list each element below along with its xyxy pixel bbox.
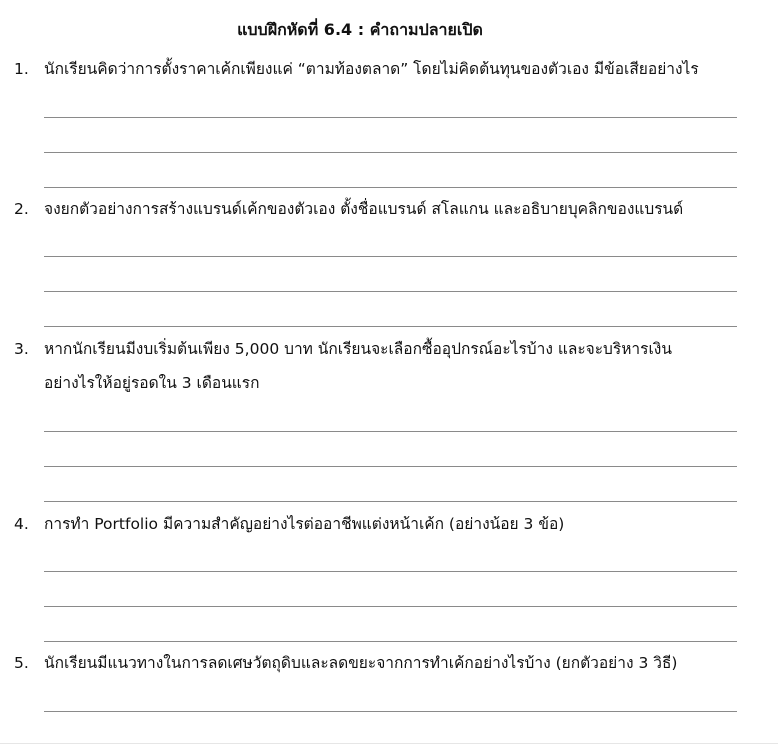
answer-line[interactable]: [44, 571, 737, 572]
answer-line[interactable]: [44, 117, 737, 118]
answer-line[interactable]: [44, 291, 737, 292]
question-text-line-1: หากนักเรียนมีงบเริ่มต้นเพียง 5,000 บาท นักเรียนจะเลือกซื้ออุปกรณ์อะไรบ้าง และจะบริหารเงิน: [44, 340, 672, 358]
question-number: 3.: [14, 340, 29, 358]
answer-line[interactable]: [44, 187, 737, 188]
answer-line[interactable]: [44, 641, 737, 642]
answer-line[interactable]: [44, 606, 737, 607]
answer-line[interactable]: [44, 431, 737, 432]
question-text: นักเรียนคิดว่าการตั้งราคาเค้กเพียงแค่ “ตามท้องตลาด” โดยไม่คิดต้นทุนของตัวเอง มีข้อเสียอย่างไร: [44, 60, 699, 78]
answer-line[interactable]: [44, 711, 737, 712]
question-text-line-2: อย่างไรให้อยู่รอดใน 3 เดือนแรก: [44, 374, 260, 392]
answer-line[interactable]: [44, 152, 737, 153]
answer-line[interactable]: [44, 256, 737, 257]
answer-line[interactable]: [44, 466, 737, 467]
worksheet-title: แบบฝึกหัดที่ 6.4 : คำถามปลายเปิด: [237, 20, 483, 39]
question-number: 5.: [14, 654, 29, 672]
question-text: จงยกตัวอย่างการสร้างแบรนด์เค้กของตัวเอง ตั้งชื่อแบรนด์ สโลแกน และอธิบายบุคลิกของแบรนด์: [44, 200, 684, 218]
question-number: 1.: [14, 60, 29, 78]
question-text: นักเรียนมีแนวทางในการลดเศษวัตถุดิบและลดขยะจากการทำเค้กอย่างไรบ้าง (ยกตัวอย่าง 3 วิธี): [44, 654, 678, 672]
answer-line[interactable]: [44, 326, 737, 327]
question-number: 2.: [14, 200, 29, 218]
question-number: 4.: [14, 515, 29, 533]
page-bottom-edge: [0, 743, 778, 744]
answer-line[interactable]: [44, 501, 737, 502]
question-text: การทำ Portfolio มีความสำคัญอย่างไรต่ออาชีพแต่งหน้าเค้ก (อย่างน้อย 3 ข้อ): [44, 515, 565, 533]
